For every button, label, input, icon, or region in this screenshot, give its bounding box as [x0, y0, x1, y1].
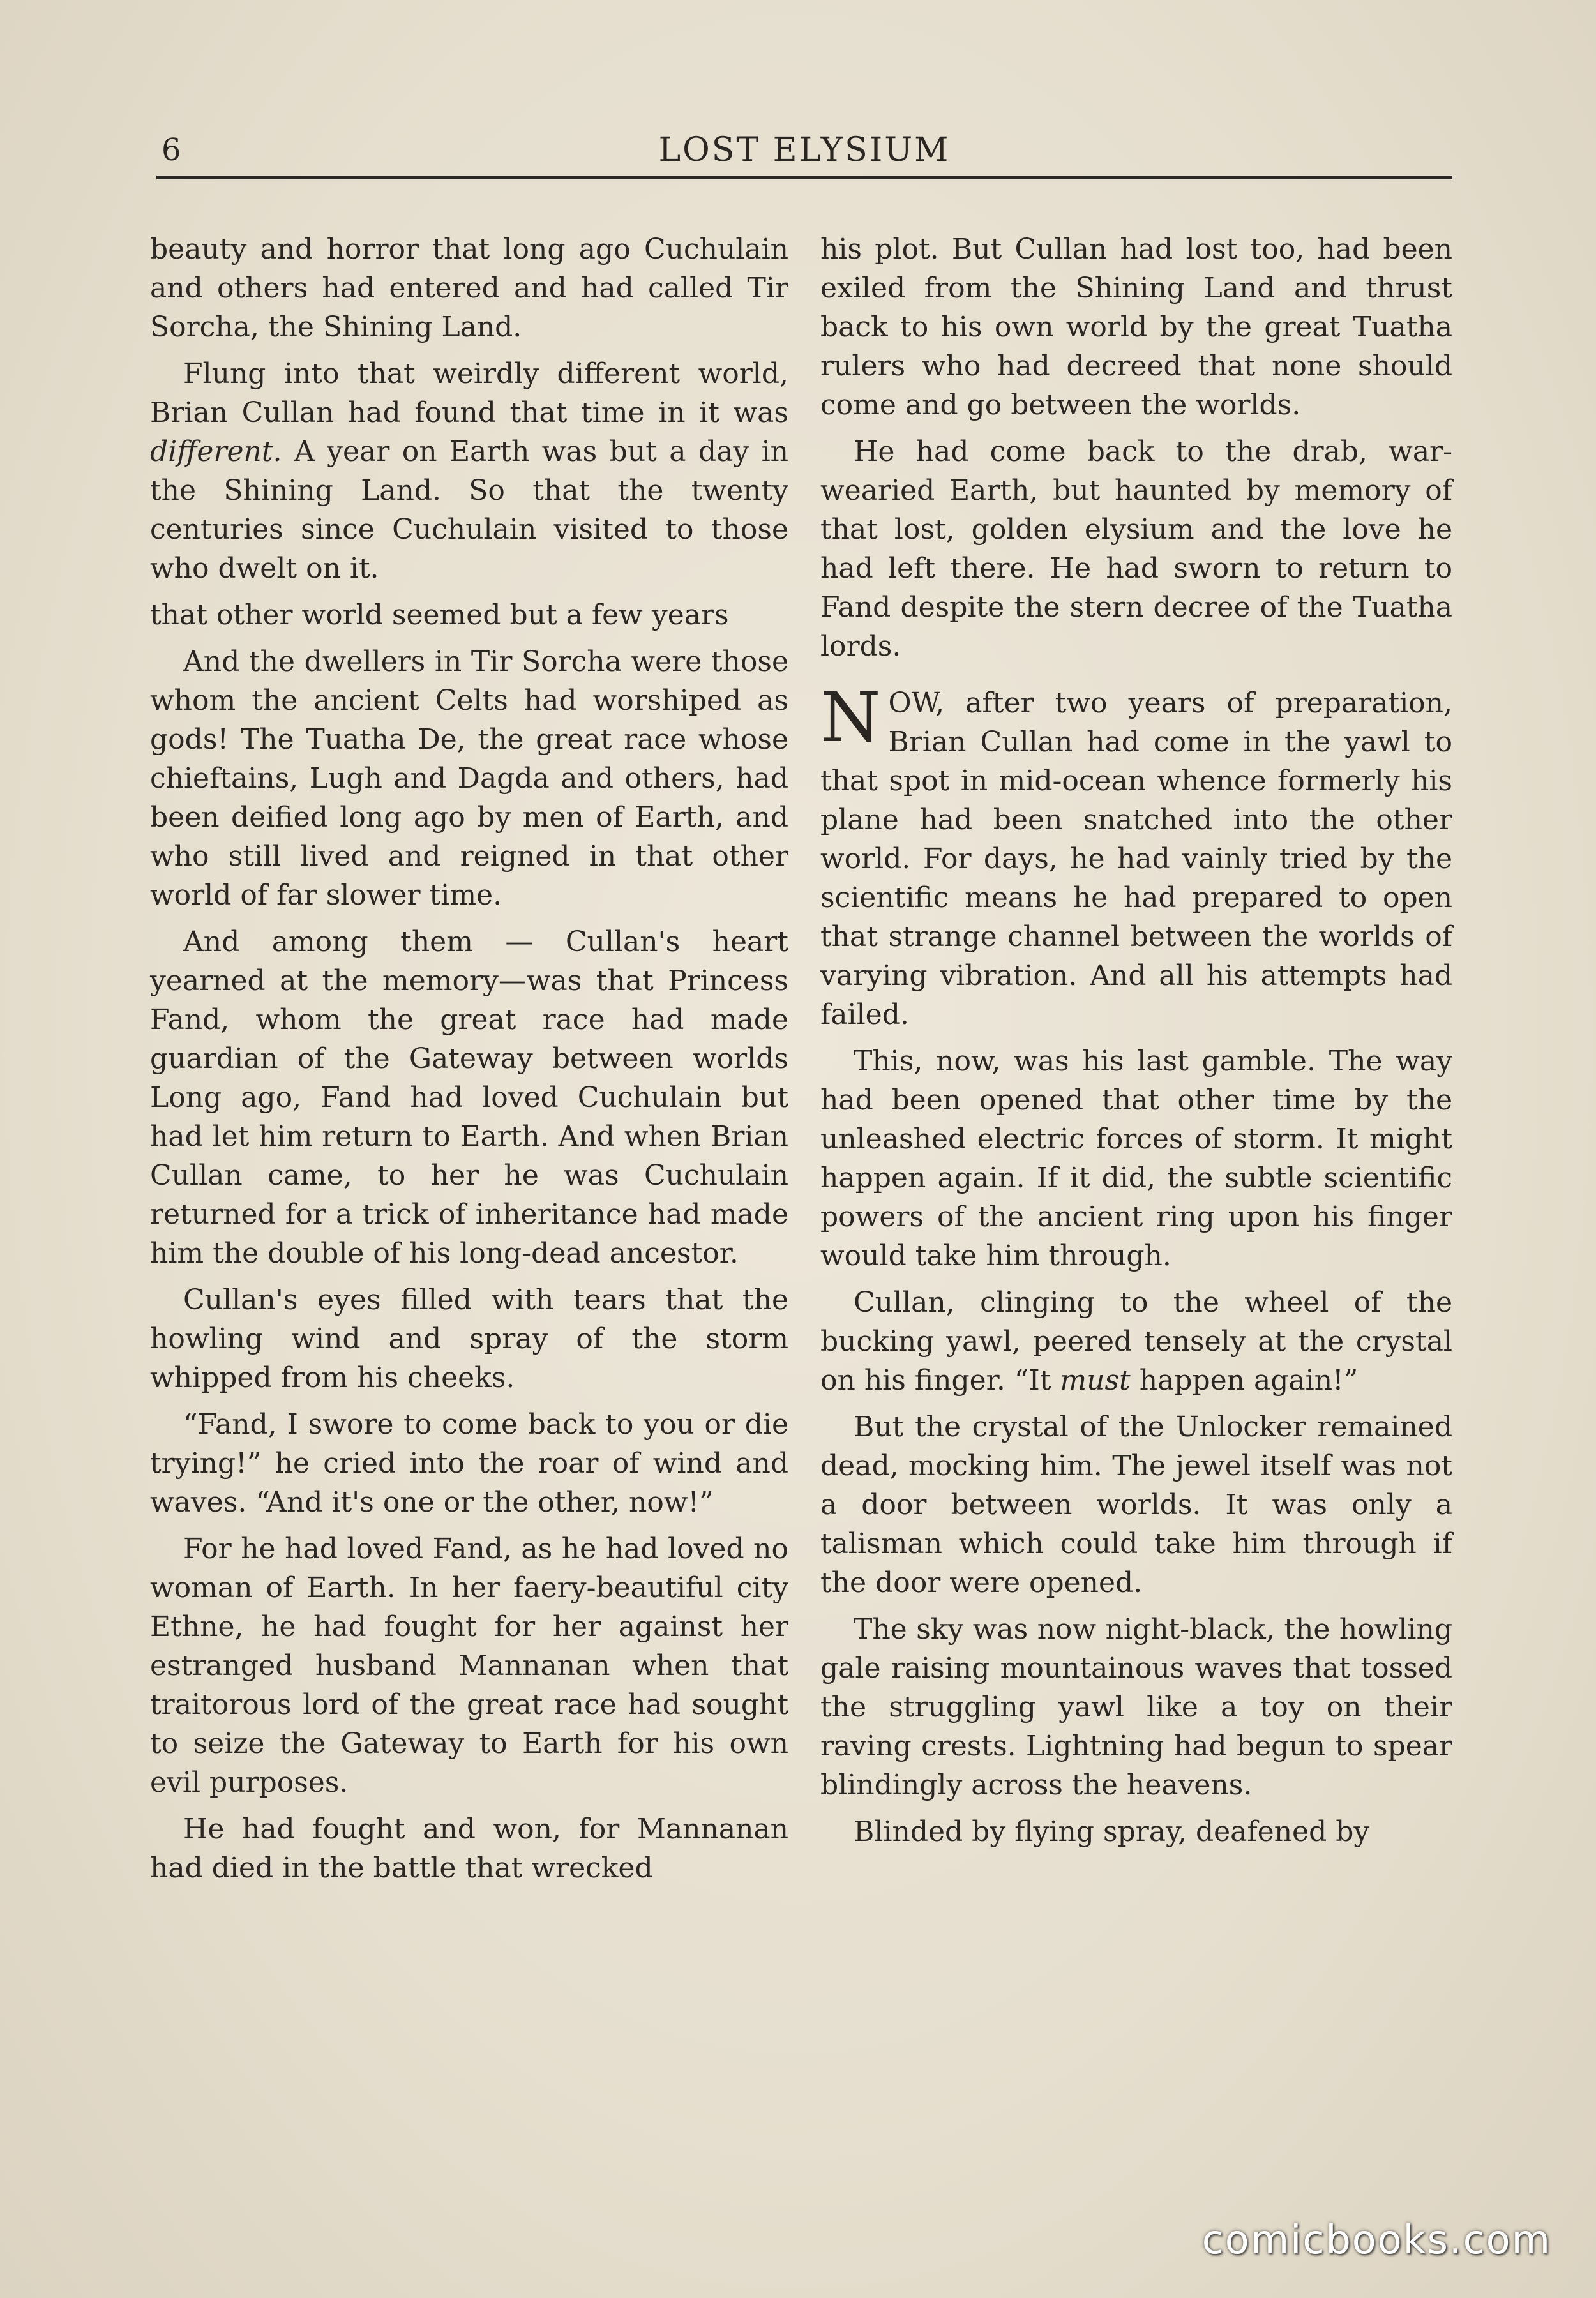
paragraph: his plot. But Cullan had lost too, had been exiled from the Shining Land and thrust back to his own world by the great Tuatha rulers who had decreed that none should come and go between the worlds.: [820, 233, 1452, 421]
paragraph: This, now, was his last gamble. The way had been opened that other time by the unleashed electric forces of storm. It might happen again. If it did, the subtle scientific powers of the ancient ring upon his finger would take him through.: [820, 1045, 1452, 1272]
paragraph: He had fought and won, for Mannanan had died in the battle that wrecked: [150, 1813, 788, 1884]
paragraph: The sky was now night-black, the howling gale raising mountainous waves that tossed the struggling yawl like a toy on their raving crests. Lightning had begun to spear blindingly across the heavens.: [820, 1613, 1452, 1801]
drop-cap: N: [820, 678, 881, 758]
paragraph: Cullan, clinging to the wheel of the bucking yawl, peered tensely at the crystal on his finger. “It must happen again!”: [820, 1286, 1452, 1397]
paragraph: And the dwellers in Tir Sorcha were those whom the ancient Celts had worshiped as gods! The Tuatha De, the great race whose chieftains, Lugh and Dagda and others, had been deified long ago by men of Earth, and who still lived and reigned in that other world of far slower time.: [150, 645, 788, 912]
paragraph: For he had loved Fand, as he had loved no woman of Earth. In her faery-beautiful city Ethne, he had fought for her against her estranged husband Mannanan when that traitorous lord of the great race had sought to seize the Gateway to Earth for his own evil purposes.: [150, 1533, 788, 1799]
paragraph: “Fand, I swore to come back to you or die trying!” he cried into the roar of wind and waves. “And it's one or the other, now!”: [150, 1408, 788, 1519]
paragraph: Cullan's eyes filled with tears that the howling wind and spray of the storm whipped from his cheeks.: [150, 1284, 788, 1394]
paragraph: NOW, after two years of preparation, Brian Cullan had come in the yawl to that spot in mid-ocean whence formerly his plane had been snatched into the other world. For days, he had vainly tried by the scientific means he had prepared to open that strange channel between the worlds of varying vibration. And all his attempts had failed.: [820, 678, 1452, 1031]
paragraph: that other world seemed but a few years: [150, 599, 729, 631]
paragraph: He had come back to the drab, war-wearied Earth, but haunted by memory of that lost, golden elysium and the love he had left there. He had sworn to return to Fand despite the stern decree of the Tuatha lords.: [820, 435, 1452, 663]
paragraph: beauty and horror that long ago Cuchulain and others had entered and had called Tir Sorcha, the Shining Land.: [150, 233, 788, 343]
paragraph: Flung into that weirdly different world, Brian Cullan had found that time in it was different. A year on Earth was but a day in the Shining Land. So that the twenty centuries since Cuchulain visited to those who dwelt on it.: [150, 357, 788, 585]
running-title: LOST ELYSIUM: [658, 131, 951, 169]
left-column: [150, 230, 788, 1895]
paragraph: Blinded by flying spray, deafened by: [854, 1815, 1370, 1848]
paragraph: And among them — Cullan's heart yearned at the memory—was that Princess Fand, whom the great race had made guardian of the Gateway between worlds Long ago, Fand had loved Cuchulain but had let him return to Earth. And when Brian Cullan came, to her he was Cuchulain returned for a trick of inheritance had made him the double of his long-dead ancestor.: [150, 926, 788, 1270]
page-number: 6: [162, 132, 181, 168]
page-header: [156, 131, 1452, 179]
watermark: comicbooks.com: [1201, 2216, 1551, 2263]
right-column: [820, 230, 1452, 1859]
paragraph: But the crystal of the Unlocker remained dead, mocking him. The jewel itself was not a door between worlds. It was only a talisman which could take him through if the door were opened.: [820, 1411, 1452, 1599]
